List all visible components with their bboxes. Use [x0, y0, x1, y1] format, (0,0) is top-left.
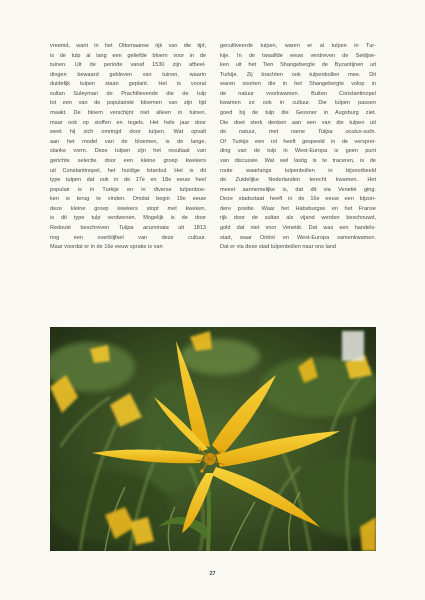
- text-line: Deze stadsstaat heeft in de 16e eeuw een bijzon-: [220, 196, 376, 203]
- text-line: slanke vorm. Deze tulpen zijn het resultaat van: [50, 148, 206, 155]
- text-line: maar ook op stoffen en tegels. Het hele jaar door: [50, 119, 206, 126]
- text-line: deze kleine groep kwekers stopt met kweken,: [50, 205, 206, 212]
- text-line: kije. In de twaalfde eeuw verdreven de Seldjoe-: [220, 52, 376, 59]
- text-segment: .: [374, 129, 376, 136]
- text-line: Dat er via deze stad tulpenbollen naar ons land: [220, 244, 336, 251]
- text-line: nog een overblijfsel van deze cultuur.: [50, 234, 206, 241]
- text-line: tot een van de populairste bloemen van zijn tijd: [50, 100, 206, 107]
- text-line: gecultiveerde tulpen, waren er al tulpen in Tur-: [220, 43, 376, 49]
- text-line: gerichte selectie door een kleine groep kwekers: [50, 157, 206, 164]
- text-segment: de natuur, met name: [220, 129, 318, 136]
- text-line: meest aannemelijke is, dat dit via Venetië ging.: [220, 186, 376, 193]
- text-line: duidelijk tulpen staan geplant. Het is vooral: [50, 81, 206, 88]
- text-line: aan het model van de bloemen, is de lange,: [50, 138, 206, 145]
- text-line: de Zuidelijke Nederlanden terecht kwamen. Het: [220, 177, 376, 184]
- text-line: kwamen ze ook in cultuur. Die tulpen passen: [220, 100, 376, 107]
- text-line: stad, waar Oriënt en West-Europa samenkwamen.: [220, 234, 376, 241]
- text-line: rijk door de sultan als vijand werden beschouwd,: [220, 215, 376, 222]
- species-name: Tulipa acuminata: [118, 224, 169, 231]
- text-line: [50, 224, 206, 234]
- text-line: route waarlangs tulpenbollen in bijvoorbeeld: [220, 167, 376, 174]
- text-segment: uit 1813: [168, 224, 206, 231]
- text-segment: Redouté beschreven: [50, 224, 119, 231]
- page-number: 27: [209, 571, 216, 577]
- text-line: vreemd, want in het Ottomaanse rijk van die tijd,: [50, 43, 206, 49]
- tulip-illustration: [50, 327, 376, 551]
- species-name: Tulipa oculus-solis: [317, 129, 375, 136]
- text-line: waren soorten die in het Shangebergte volop in: [220, 81, 376, 88]
- text-line: ken is terug te vinden. Omdat begin 19e eeuw: [50, 196, 206, 203]
- text-line: type tulpen dat ook in de 17e en 18e eeuw heel: [50, 177, 206, 184]
- text-line: ken uit het Tien Shangebergte de Byzantijnen uit: [220, 62, 376, 69]
- text-column-left: [50, 42, 206, 253]
- text-line: Of Turkije een rol heeft gespeeld in de versprei-: [220, 138, 376, 145]
- text-line: de natuur voorkwamen. Buiten Constantinopel: [220, 90, 376, 97]
- text-line: is dit type tulp verdwenen. Mogelijk is de door: [50, 215, 206, 222]
- text-column-right: [220, 42, 376, 253]
- text-line: uit Constantinopel, het huidige Istanbul. Het is dit: [50, 167, 206, 174]
- body-text: [50, 42, 376, 253]
- text-line: Turkije. Zij brachten ook tulpenbollen mee. Dit: [220, 71, 376, 78]
- tulip-photo: [50, 327, 376, 551]
- text-line: gold dat niet voor Venetië. Dat was een handels-: [220, 224, 376, 231]
- text-line: Die doet sterk denken aan een van die tulpen uit: [220, 119, 376, 126]
- text-line: sultan Suleyman de Prachtlievende die de tulp: [50, 90, 206, 97]
- text-line: [220, 128, 376, 138]
- text-line: is de tulp al lang een geliefde bloem voor in de: [50, 52, 206, 59]
- text-line: maakt. De bloem verschijnt niet alleen in tuinen,: [50, 110, 206, 117]
- text-line: dere positie. Waar het Habsburgse en het Franse: [220, 205, 376, 212]
- text-line: van discussie. Wat wel lastig is te traceren, is de: [220, 157, 376, 164]
- text-line: populair is in Turkije en in diverse tulpenboe-: [50, 186, 206, 193]
- text-line: dingen bewaard gebleven van tuinen, waarin: [50, 71, 206, 78]
- text-line: goed bij de tulp die Gessner in Augsburg ziet.: [220, 110, 376, 117]
- text-line: Maar voordat er in de 16e eeuw sprake is van: [50, 244, 163, 251]
- text-line: tuinen. Uit de periode vanaf 1530 zijn afbeel-: [50, 62, 206, 69]
- text-line: ding van de tulp in West-Europa is geen punt: [220, 148, 376, 155]
- text-line: weet hij zich omringd door tulpen. Wat opvalt: [50, 129, 206, 136]
